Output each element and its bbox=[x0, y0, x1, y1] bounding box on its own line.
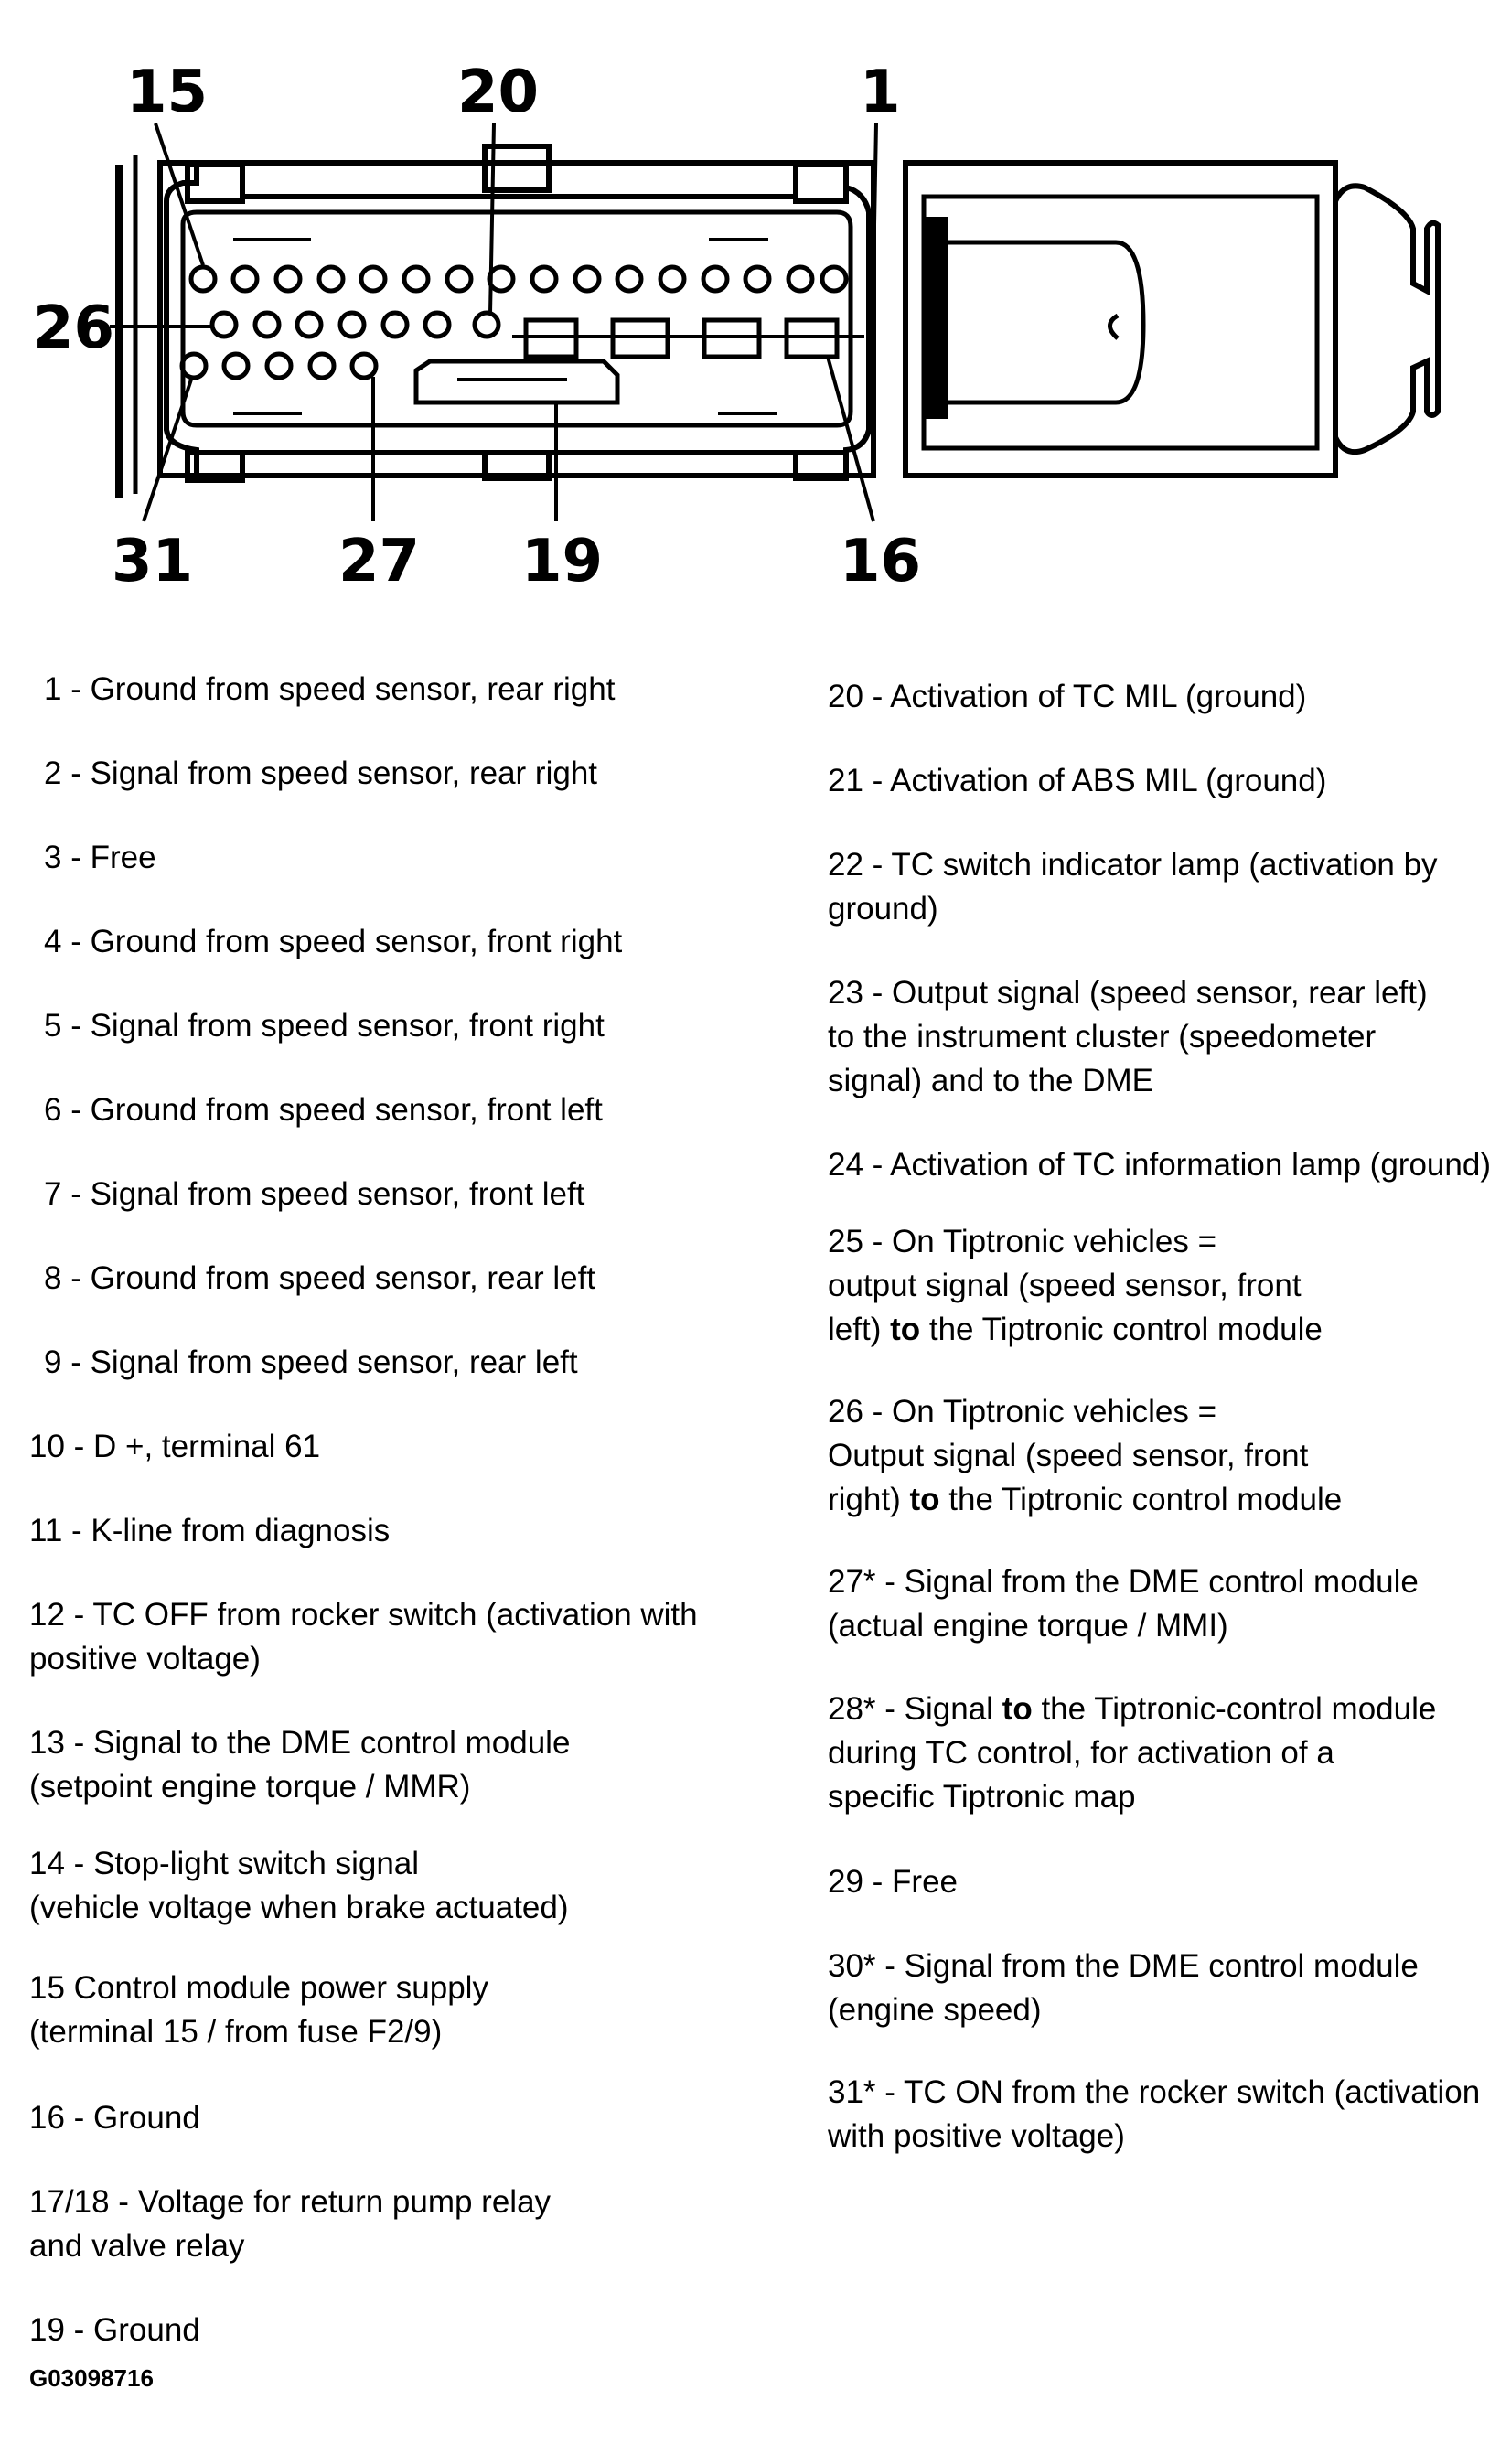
pin-legend-25-bold: to bbox=[890, 1312, 921, 1347]
pin-legend-15: 15 Control module power supply (terminal 15 / from fuse F2/9) bbox=[29, 1970, 488, 2050]
callout-15: 15 bbox=[126, 59, 209, 126]
callout-27: 27 bbox=[338, 528, 421, 595]
figure-id: G03098716 bbox=[29, 2364, 154, 2392]
pin-legend-31: 31* - TC ON from the rocker switch (activation with positive voltage) bbox=[828, 2074, 1481, 2154]
pin-legend-25-end: left) bbox=[828, 1312, 882, 1347]
pin-row-middle bbox=[212, 313, 864, 357]
pin-legend-16: 16 - Ground bbox=[29, 2100, 200, 2136]
pin-legend-11: 11 - K-line from diagnosis bbox=[29, 1513, 391, 1548]
callout-16: 16 bbox=[840, 528, 922, 595]
pin-legend-30: 30* - Signal from the DME control module (engine speed) bbox=[828, 1948, 1419, 2028]
pin-legend-28-tail: the Tiptronic-control module during TC control, for activation of a specific Tiptronic map bbox=[828, 1691, 1437, 1815]
pin-legend-6: 6 - Ground from speed sensor, front left bbox=[44, 1092, 603, 1128]
pin-legend-26-end: right) bbox=[828, 1482, 901, 1517]
pin-legend-4: 4 - Ground from speed sensor, front right bbox=[44, 924, 623, 959]
pin-legend-9: 9 - Signal from speed sensor, rear left bbox=[44, 1344, 578, 1380]
pin-legend-3: 3 - Free bbox=[44, 840, 156, 875]
pin-legend-22: 22 - TC switch indicator lamp (activation by ground) bbox=[828, 847, 1438, 927]
pin-legend-28-bold: to bbox=[1002, 1691, 1033, 1727]
pin-legend-19: 19 - Ground bbox=[29, 2312, 200, 2348]
pin-row-bottom bbox=[182, 354, 376, 378]
pin-legend-25 bbox=[828, 1220, 1323, 1352]
pin-legend-25-text: 25 - On Tiptronic vehicles = output signal (speed sensor, front bbox=[828, 1224, 1302, 1303]
pin-legend-29: 29 - Free bbox=[828, 1864, 958, 1900]
pin-legend-23: 23 - Output signal (speed sensor, rear left) to the instrument cluster (speedometer signal) and to the DME bbox=[828, 975, 1428, 1098]
connector-diagram bbox=[0, 0, 1500, 640]
callout-19: 19 bbox=[521, 528, 604, 595]
pin-legend-1: 1 - Ground from speed sensor, rear right bbox=[44, 671, 616, 707]
pin-legend-10: 10 - D +, terminal 61 bbox=[29, 1429, 321, 1464]
pin-legend-7: 7 - Signal from speed sensor, front left bbox=[44, 1176, 585, 1212]
pin-legend-26-tail: the Tiptronic control module bbox=[939, 1482, 1343, 1517]
pin-legend-14: 14 - Stop-light switch signal (vehicle voltage when brake actuated) bbox=[29, 1846, 569, 1925]
pin-legend-2: 2 - Signal from speed sensor, rear right bbox=[44, 755, 598, 791]
pin-legend-13: 13 - Signal to the DME control module (setpoint engine torque / MMR) bbox=[29, 1725, 571, 1805]
pin-legend-20: 20 - Activation of TC MIL (ground) bbox=[828, 679, 1307, 714]
pin-legend-21: 21 - Activation of ABS MIL (ground) bbox=[828, 763, 1327, 798]
pin-legend-12: 12 - TC OFF from rocker switch (activation with positive voltage) bbox=[29, 1597, 698, 1677]
pin-legend-26 bbox=[828, 1390, 1342, 1522]
callout-20: 20 bbox=[457, 59, 540, 126]
pin-legend-5: 5 - Signal from speed sensor, front right bbox=[44, 1008, 605, 1044]
pin-legend-24: 24 - Activation of TC information lamp (ground) bbox=[828, 1147, 1491, 1183]
pin-legend-26-bold: to bbox=[909, 1482, 940, 1517]
callout-1: 1 bbox=[860, 59, 901, 126]
pin-legend-26-text: 26 - On Tiptronic vehicles = Output signal (speed sensor, front bbox=[828, 1394, 1309, 1473]
connector-body bbox=[119, 146, 1438, 498]
pin-row-top bbox=[191, 267, 846, 291]
pin-legend-17-18: 17/18 - Voltage for return pump relay and valve relay bbox=[29, 2184, 552, 2264]
pin-legend-25-tail: the Tiptronic control module bbox=[920, 1312, 1323, 1347]
pin-legend-27: 27* - Signal from the DME control module (actual engine torque / MMI) bbox=[828, 1564, 1419, 1644]
pin-legend-28 bbox=[828, 1687, 1436, 1819]
callout-31: 31 bbox=[112, 528, 194, 595]
pin-legend-8: 8 - Ground from speed sensor, rear left bbox=[44, 1260, 596, 1296]
callout-26: 26 bbox=[33, 295, 115, 362]
pin-legend-28-text: 28* - Signal bbox=[828, 1691, 993, 1727]
